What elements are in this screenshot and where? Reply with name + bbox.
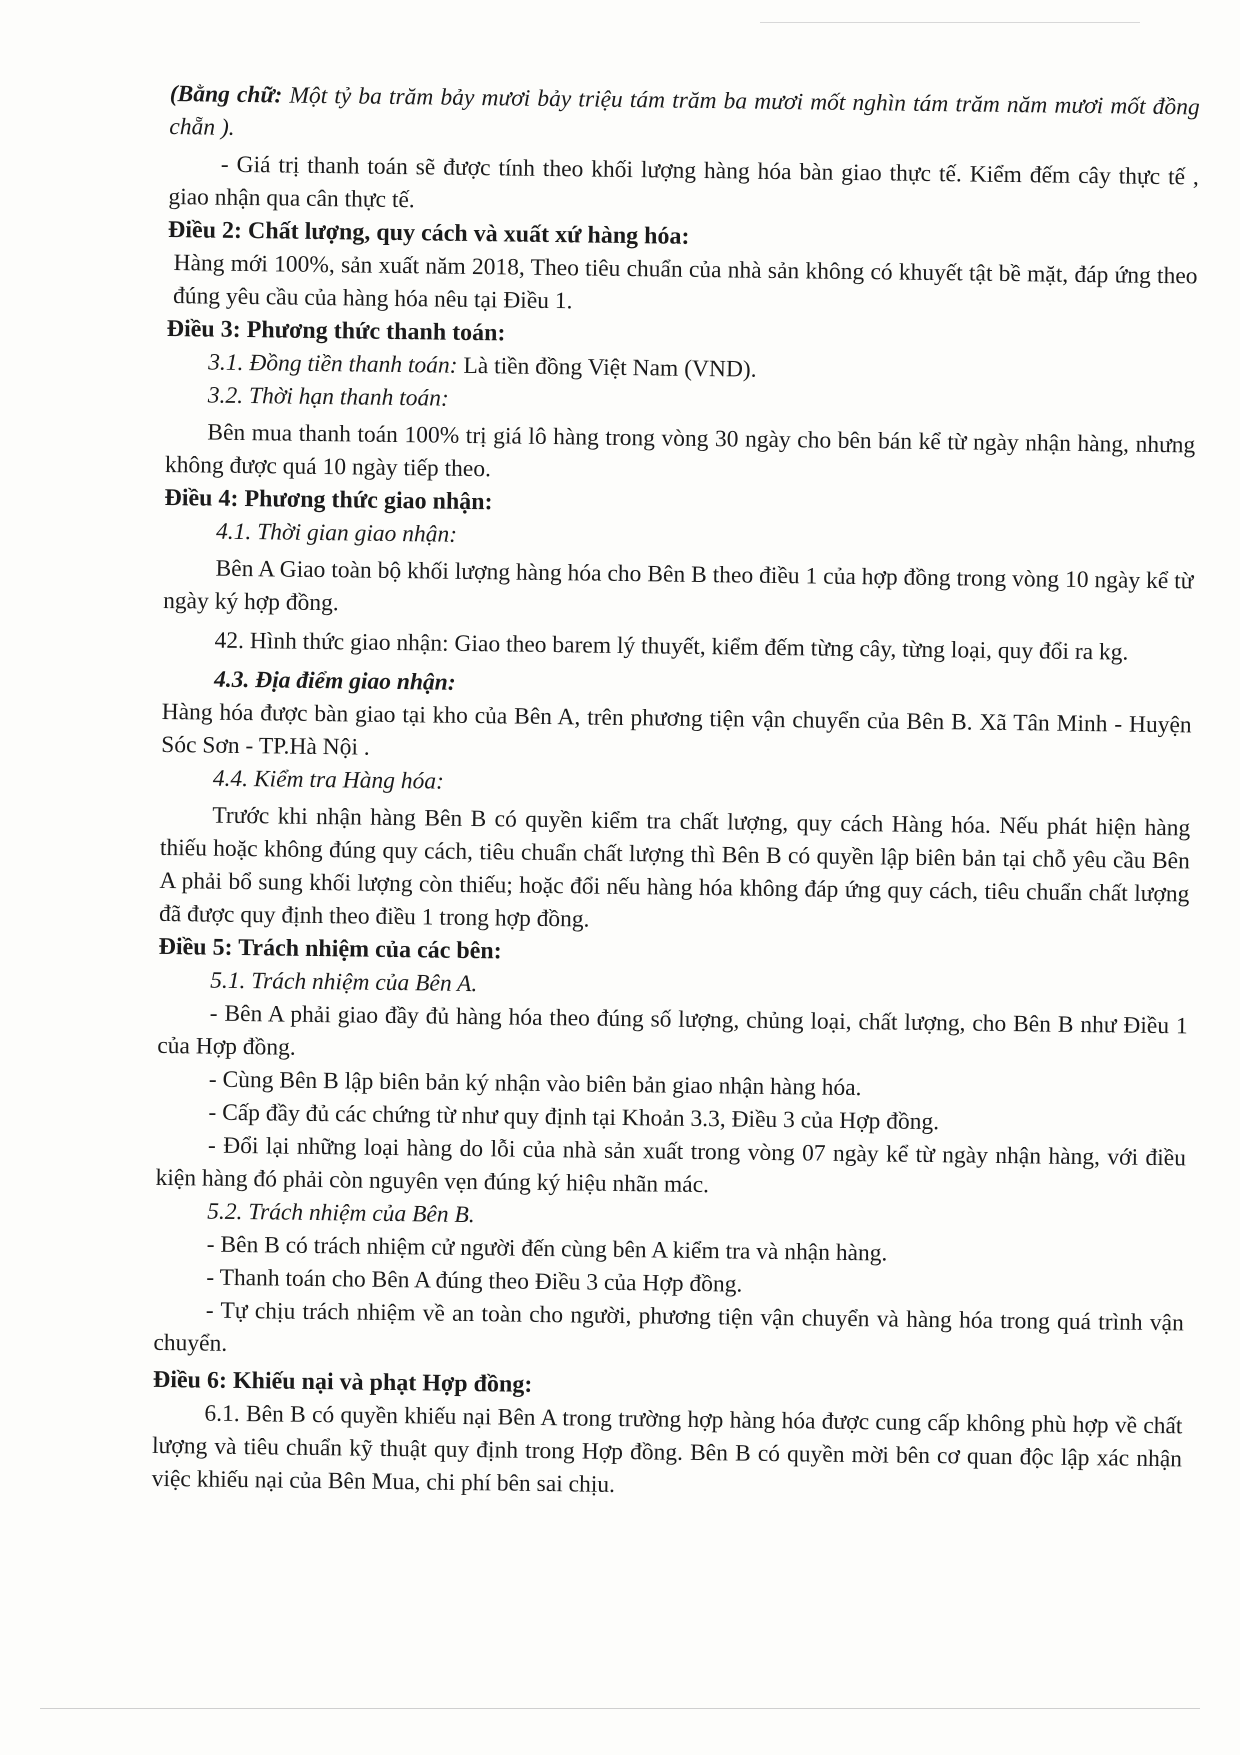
section-4-2-body: 42. Hình thức giao nhận: Giao theo barem lý thuyết, kiểm đếm từng cây, từng loại, quy đổi ra kg.: [214, 627, 1129, 666]
section-3-2-body: Bên mua thanh toán 100% trị giá lô hàng trong vòng 30 ngày cho bên bán kể từ ngày nhận hàng, nhưng không được quá 10 ngày tiếp theo.: [164, 419, 1196, 483]
scan-edge-top: [760, 22, 1140, 23]
section-5-1-item: - Cùng Bên B lập biên bản ký nhận vào biên bản giao nhận hàng hóa.: [208, 1066, 862, 1102]
section-5-1-item: - Bên A phải giao đầy đủ hàng hóa theo đúng số lượng, chủng loại, chất lượng, cho Bên B như Điều 1 của Hợp đồng.: [157, 1000, 1188, 1061]
section-5-2-item: - Thanh toán cho Bên A đúng theo Điều 3 của Hợp đồng.: [206, 1264, 743, 1298]
amount-in-words: [169, 78, 1200, 157]
section-6-1-body: 6.1. Bên B có quyền khiếu nại Bên A trong trường hợp hàng hóa được cung cấp không phù hợp về chất lượng và tiêu chuẩn kỹ thuật quy định trong Hợp đồng. Bên B có quyền mời bên cơ quan độc lập xác nhận việc khiếu nại của Bên Mua, chi phí bên sai chịu.: [151, 1400, 1183, 1498]
contract-body: [151, 78, 1199, 1509]
article-5-heading: Điều 5: Trách nhiệm của các bên:: [158, 933, 502, 965]
amount-words-text: Một tỷ ba trăm bảy mươi bảy triệu tám trăm ba mươi mốt nghìn tám trăm năm mươi mốt đồng chẵn ).: [169, 82, 1200, 141]
article-4-heading: Điều 4: Phương thức giao nhận:: [164, 484, 493, 516]
section-4-4-body: Trước khi nhận hàng Bên B có quyền kiểm tra chất lượng, quy cách Hàng hóa. Nếu phát hiện hàng thiếu hoặc không đúng quy cách, tiêu chuẩn chất lượng thì Bên B có quyền lập biên bản tại chỗ yêu cầu Bên A phải bổ sung khối lượng còn thiếu; hoặc đổi nếu hàng hóa không đáp ứng quy cách, tiêu chuẩn chất lượng đã được quy định theo điều 1 trong hợp đồng.: [158, 802, 1191, 933]
section-5-1-item: - Cấp đầy đủ các chứng từ như quy định tại Khoản 3.3, Điều 3 của Hợp đồng.: [208, 1099, 940, 1136]
section-3-2-label: 3.2. Thời hạn thanh toán:: [207, 382, 450, 412]
section-5-1-item: - Đổi lại những loại hàng do lỗi của nhà sản xuất trong vòng 07 ngày kể từ ngày nhận hàng, với điều kiện hàng đó phải còn nguyên vẹn đúng ký hiệu nhãn mác.: [155, 1132, 1187, 1199]
amount-words-label: (Bằng chữ:: [169, 80, 283, 109]
section-5-2-item: - Bên B có trách nhiệm cử người đến cùng bên A kiểm tra và nhận hàng.: [206, 1231, 888, 1267]
section-5-1-label: 5.1. Trách nhiệm của Bên A.: [210, 967, 478, 998]
section-5-2-item: - Tự chịu trách nhiệm về an toàn cho người, phương tiện vận chuyển và hàng hóa trong quá trình vận chuyển.: [153, 1297, 1184, 1357]
scan-edge-bottom: [40, 1708, 1200, 1709]
section-3-1-label: 3.1. Đồng tiền thanh toán:: [208, 349, 458, 379]
article-2-heading: Điều 2: Chất lượng, quy cách và xuất xứ hàng hóa:: [167, 216, 690, 250]
section-4-1-body: Bên A Giao toàn bộ khối lượng hàng hóa cho Bên B theo điều 1 của hợp đồng trong vòng 10 ngày kể từ ngày ký hợp đồng.: [162, 555, 1194, 617]
article-3-heading: Điều 3: Phương thức thanh toán:: [166, 315, 506, 347]
section-4-1-label: 4.1. Thời gian giao nhận:: [215, 518, 458, 548]
section-5-2-label: 5.2. Trách nhiệm của Bên B.: [206, 1198, 475, 1229]
section-4-3-label: 4.3. Địa điểm giao nhận:: [213, 666, 456, 696]
section-3-1-text: Là tiền đồng Việt Nam (VND).: [457, 352, 757, 383]
section-4-3-body: Hàng hóa được bàn giao tại kho của Bên A, trên phương tiện vận chuyển của Bên B. Xã Tân Minh - Huyện Sóc Sơn - TP.Hà Nội .: [161, 698, 1192, 761]
article-2-body: Hàng mới 100%, sản xuất năm 2018, Theo tiêu chuẩn của nhà sản không có khuyết tật bề mặt, đáp ứng theo đúng yêu cầu của hàng hóa nêu tại Điều 1.: [172, 250, 1198, 315]
article-6-heading: Điều 6: Khiếu nại và phạt Hợp đồng:: [152, 1366, 533, 1398]
section-4-4-label: 4.4. Kiểm tra Hàng hóa:: [212, 765, 445, 795]
payment-value-note: - Giá trị thanh toán sẽ được tính theo khối lượng hàng hóa bàn giao thực tế. Kiểm đếm cây thực tế , giao nhận qua cân thực tế.: [168, 151, 1199, 214]
